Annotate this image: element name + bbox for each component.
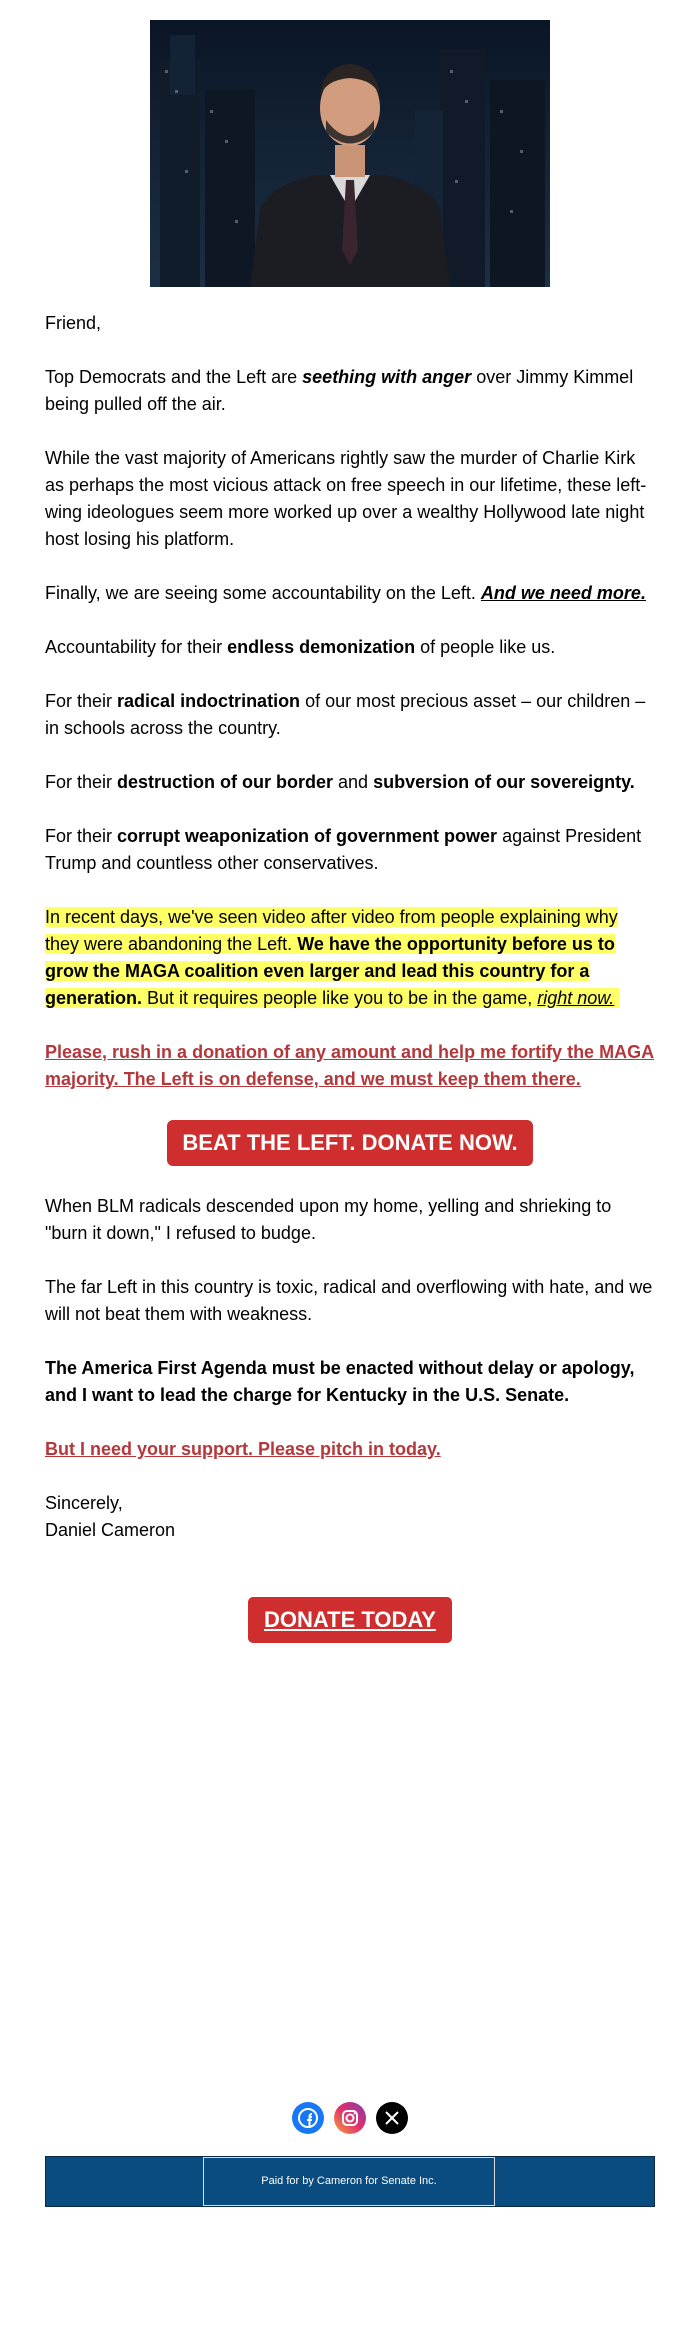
paragraph-demonization: Accountability for their endless demonization of people like us. xyxy=(45,637,556,657)
signoff: Sincerely, xyxy=(45,1493,123,1513)
paragraph-indoctrination: For their radical indoctrination of our most precious asset – our children – in schools across the country. xyxy=(45,691,646,738)
paragraph-kimmel: Top Democrats and the Left are seething with anger over Jimmy Kimmel being pulled off the air. xyxy=(45,367,634,414)
facebook-icon[interactable] xyxy=(292,2102,324,2134)
donation-link-2[interactable] xyxy=(45,1436,655,1463)
paragraph-blm: When BLM radicals descended upon my home, yelling and shrieking to "burn it down," I refused to budge. xyxy=(45,1196,612,1243)
footer-bar xyxy=(45,2156,655,2207)
donate-link[interactable]: Please, rush in a donation of any amount and help me fortify the MAGA majority. The Left is on defense, and we must keep them there. xyxy=(45,1042,655,1089)
paragraph-charlie-kirk: While the vast majority of Americans rightly saw the murder of Charlie Kirk as perhaps the most vicious attack on free speech in our lifetime, these left-wing ideologues seem more worked up over a wealthy Hollywood late night host losing his platform. xyxy=(45,448,647,549)
donation-link-1[interactable] xyxy=(45,1039,655,1093)
paragraph-america-first: The America First Agenda must be enacted without delay or apology, and I want to lead the charge for Kentucky in the U.S. Senate. xyxy=(45,1358,635,1405)
hero-image xyxy=(150,20,550,287)
paragraph-far-left: The far Left in this country is toxic, radical and overflowing with hate, and we will not beat them with weakness. xyxy=(45,1277,653,1324)
instagram-icon[interactable] xyxy=(334,2102,366,2134)
greeting: Friend, xyxy=(45,313,102,333)
paragraph-highlight: In recent days, we've seen video after video from people explaining why they were abandoning the Left. We have the opportunity before us to grow the MAGA coalition even larger and lead this country for a generation. But it requires people like you to be in the game, right now. xyxy=(45,907,618,1008)
paragraph-weaponization: For their corrupt weaponization of government power against President Trump and countless other conservatives. xyxy=(45,826,642,873)
paid-for-disclaimer: Paid for by Cameron for Senate Inc. xyxy=(203,2157,495,2206)
paragraph-accountability: Finally, we are seeing some accountability on the Left. And we need more. xyxy=(45,583,646,603)
pitch-in-link[interactable]: But I need your support. Please pitch in today. xyxy=(45,1439,441,1459)
letter-body xyxy=(45,310,655,1544)
signature: Daniel Cameron xyxy=(45,1520,176,1540)
donate-today-button[interactable]: DONATE TODAY xyxy=(248,1597,452,1643)
beat-the-left-donate-button[interactable]: BEAT THE LEFT. DONATE NOW. xyxy=(167,1120,532,1166)
x-icon[interactable] xyxy=(376,2102,408,2134)
button-row xyxy=(45,1120,655,1166)
social-links xyxy=(0,2102,700,2134)
signoff-block xyxy=(45,1490,655,1544)
paragraph-border: For their destruction of our border and subversion of our sovereignty. xyxy=(45,772,635,792)
host-photo xyxy=(150,20,550,287)
